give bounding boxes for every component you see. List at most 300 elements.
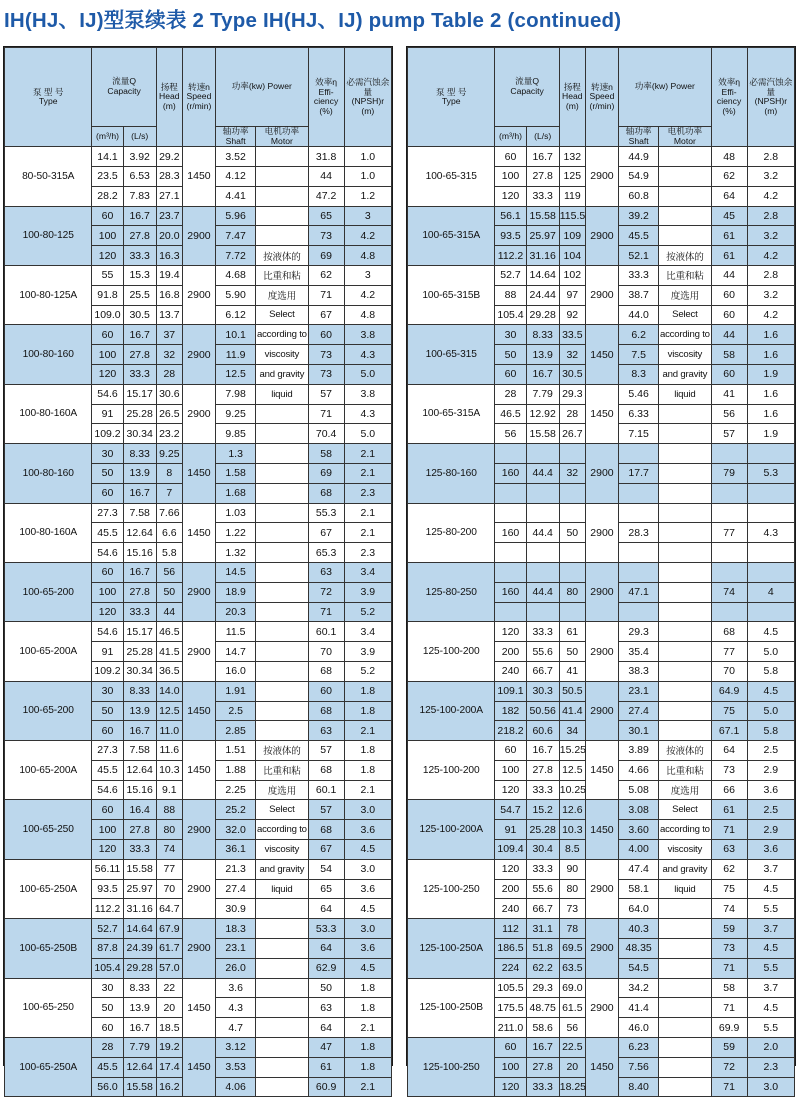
capacity-m3h-cell: 60: [92, 721, 123, 741]
capacity-ls-cell: 15.58: [526, 424, 559, 444]
capacity-m3h-header: (m³/h): [92, 127, 123, 147]
capacity-ls-cell: 33.3: [526, 1077, 559, 1097]
capacity-ls-cell: 3.92: [123, 147, 156, 167]
speed-cell: 1450: [182, 741, 215, 800]
shaft-power-cell: 10.1: [216, 325, 256, 345]
efficiency-cell: 73: [308, 345, 344, 365]
shaft-power-cell: [619, 562, 659, 582]
type-header-label: 泵 型 号: [435, 86, 467, 97]
efficiency-cell: 57: [711, 424, 747, 444]
capacity-ls-cell: 30.4: [526, 840, 559, 860]
motor-power-cell: [256, 661, 308, 681]
motor-power-cell: [256, 1057, 308, 1077]
efficiency-cell: 56: [711, 404, 747, 424]
shaft-power-cell: 9.85: [216, 424, 256, 444]
shaft-power-cell: 4.00: [619, 840, 659, 860]
npsh-cell: 3.6: [747, 840, 794, 860]
npsh-cell: 1.6: [747, 345, 794, 365]
pump-type-cell: 100-65-200: [5, 681, 92, 740]
head-cell: 88: [156, 800, 182, 820]
npsh-cell: 3.7: [747, 859, 794, 879]
type-header-label: 泵 型 号: [32, 86, 64, 97]
npsh-cell: 2.5: [747, 800, 794, 820]
efficiency-cell: [711, 444, 747, 464]
shaft-power-cell: 46.0: [619, 1018, 659, 1038]
npsh-cell: 4.3: [344, 345, 391, 365]
efficiency-cell: 67: [308, 305, 344, 325]
capacity-m3h-cell: 52.7: [495, 265, 526, 285]
efficiency-cell: [711, 483, 747, 503]
shaft-power-cell: 40.3: [619, 919, 659, 939]
shaft-power-cell: 44.0: [619, 305, 659, 325]
speed-cell: 2900: [182, 622, 215, 681]
efficiency-cell: 60.9: [308, 1077, 344, 1097]
capacity-ls-cell: 31.16: [123, 899, 156, 919]
speed-cell: 1450: [182, 681, 215, 740]
head-cell: 73: [559, 899, 585, 919]
shaft-power-cell: 4.7: [216, 1018, 256, 1038]
npsh-cell: 1.0: [344, 166, 391, 186]
type-header-label: Type: [38, 96, 58, 107]
table-row: [5, 800, 392, 820]
table-row: [5, 562, 392, 582]
efficiency-header-label: 效率η: [315, 76, 338, 87]
capacity-ls-cell: 33.3: [123, 246, 156, 266]
motor-power-cell: [256, 602, 308, 622]
capacity-ls-cell: 16.7: [526, 1038, 559, 1058]
table-row: [408, 325, 795, 345]
capacity-m3h-cell: 60: [495, 147, 526, 167]
pump-type-cell: 125-100-250B: [408, 978, 495, 1037]
npsh-cell: 3.6: [344, 879, 391, 899]
npsh-cell: 3.7: [747, 978, 794, 998]
head-cell: 97: [559, 285, 585, 305]
capacity-ls-cell: 33.3: [526, 186, 559, 206]
head-cell: 92: [559, 305, 585, 325]
npsh-cell: 1.8: [344, 760, 391, 780]
motor-power-cell: 比重和粘: [256, 760, 308, 780]
efficiency-cell: 70: [308, 642, 344, 662]
efficiency-cell: 69: [308, 463, 344, 483]
motor-power-header-label: Motor: [673, 135, 696, 146]
capacity-ls-cell: 7.58: [123, 741, 156, 761]
capacity-m3h-cell: 120: [92, 364, 123, 384]
efficiency-cell: 73: [711, 760, 747, 780]
capacity-m3h-cell: 120: [92, 840, 123, 860]
efficiency-cell: 71: [711, 958, 747, 978]
shaft-power-cell: 26.0: [216, 958, 256, 978]
shaft-power-cell: 7.72: [216, 246, 256, 266]
capacity-m3h-cell: 28.2: [92, 186, 123, 206]
capacity-m3h-cell: [495, 602, 526, 622]
capacity-m3h-cell: 56: [495, 424, 526, 444]
npsh-cell: 4.5: [747, 681, 794, 701]
npsh-cell: 1.6: [747, 404, 794, 424]
motor-power-cell: [659, 681, 711, 701]
pump-type-cell: 125-80-160: [408, 444, 495, 503]
npsh-cell: 3.9: [344, 642, 391, 662]
speed-cell: 2900: [182, 265, 215, 324]
speed-cell: 1450: [585, 741, 618, 800]
shaft-power-cell: 60.8: [619, 186, 659, 206]
efficiency-cell: 68: [711, 622, 747, 642]
capacity-m3h-cell: 60: [92, 1018, 123, 1038]
motor-power-cell: according to: [256, 325, 308, 345]
capacity-m3h-cell: 105.4: [92, 958, 123, 978]
speed-header: [182, 48, 215, 147]
capacity-m3h-cell: 120: [495, 622, 526, 642]
efficiency-cell: 63: [711, 840, 747, 860]
shaft-power-cell: 38.7: [619, 285, 659, 305]
capacity-m3h-cell: 105.5: [495, 978, 526, 998]
power-header: [619, 48, 711, 127]
pump-type-cell: 80-50-315A: [5, 147, 92, 206]
efficiency-cell: 69: [308, 246, 344, 266]
npsh-cell: 4.2: [747, 246, 794, 266]
capacity-m3h-cell: 109.2: [92, 661, 123, 681]
pump-type-cell: 100-80-160A: [5, 384, 92, 443]
pump-type-cell: 100-65-200A: [5, 741, 92, 800]
npsh-cell: 2.3: [344, 543, 391, 563]
npsh-cell: 4.5: [344, 840, 391, 860]
shaft-power-header-label: 轴功率: [222, 126, 249, 136]
shaft-power-cell: 5.96: [216, 206, 256, 226]
motor-power-cell: [256, 424, 308, 444]
motor-power-cell: 按液体的: [659, 741, 711, 761]
efficiency-cell: 71: [711, 820, 747, 840]
pump-type-cell: 100-65-250: [5, 800, 92, 859]
motor-power-cell: and gravity: [256, 364, 308, 384]
speed-header-label: Speed: [589, 91, 615, 102]
npsh-cell: 2.1: [344, 1077, 391, 1097]
head-cell: 14.0: [156, 681, 182, 701]
capacity-m3h-cell: 60: [92, 800, 123, 820]
npsh-cell: 4.5: [747, 879, 794, 899]
capacity-m3h-cell: 100: [495, 760, 526, 780]
table-row: [408, 562, 795, 582]
capacity-m3h-cell: [495, 503, 526, 523]
motor-power-cell: [659, 602, 711, 622]
shaft-power-cell: 4.12: [216, 166, 256, 186]
table-row: [5, 265, 392, 285]
capacity-ls-cell: 7.83: [123, 186, 156, 206]
npsh-cell: 4.5: [344, 899, 391, 919]
npsh-cell: 2.8: [747, 147, 794, 167]
table-header-row: [408, 48, 795, 127]
capacity-ls-cell: [526, 503, 559, 523]
head-cell: 115.5: [559, 206, 585, 226]
shaft-power-cell: 34.2: [619, 978, 659, 998]
capacity-ls-cell: 66.7: [526, 661, 559, 681]
shaft-power-cell: 3.60: [619, 820, 659, 840]
npsh-cell: 2.1: [344, 444, 391, 464]
type-header-label: Type: [441, 96, 461, 107]
head-cell: [559, 444, 585, 464]
shaft-power-cell: [619, 483, 659, 503]
speed-cell: 2900: [182, 562, 215, 621]
shaft-power-cell: 6.33: [619, 404, 659, 424]
type-header: [5, 48, 92, 147]
npsh-cell: 5.8: [747, 721, 794, 741]
efficiency-cell: 73: [711, 939, 747, 959]
shaft-power-cell: 6.12: [216, 305, 256, 325]
speed-cell: 2900: [182, 325, 215, 384]
capacity-ls-cell: 12.64: [123, 760, 156, 780]
capacity-ls-cell: 27.8: [526, 1057, 559, 1077]
capacity-ls-cell: 27.8: [123, 582, 156, 602]
capacity-ls-cell: 55.6: [526, 642, 559, 662]
motor-power-cell: [659, 899, 711, 919]
table-row: [5, 622, 392, 642]
head-cell: 28: [559, 404, 585, 424]
capacity-ls-cell: 29.3: [526, 978, 559, 998]
capacity-ls-cell: [526, 562, 559, 582]
shaft-power-cell: 30.1: [619, 721, 659, 741]
efficiency-cell: 47: [308, 1038, 344, 1058]
motor-power-cell: according to: [659, 325, 711, 345]
capacity-ls-cell: 33.3: [526, 859, 559, 879]
motor-power-cell: 按液体的: [659, 246, 711, 266]
npsh-header-label: (NPSH)r: [351, 96, 385, 107]
capacity-m3h-cell: 240: [495, 899, 526, 919]
efficiency-cell: 70: [711, 661, 747, 681]
capacity-ls-cell: 25.5: [123, 285, 156, 305]
capacity-m3h-cell: 54.6: [92, 543, 123, 563]
efficiency-cell: 31.8: [308, 147, 344, 167]
npsh-cell: 2.1: [344, 503, 391, 523]
efficiency-cell: [711, 543, 747, 563]
efficiency-cell: 64: [308, 899, 344, 919]
pump-type-cell: 100-65-250B: [5, 919, 92, 978]
efficiency-cell: 57: [308, 741, 344, 761]
efficiency-cell: 70.4: [308, 424, 344, 444]
shaft-power-cell: 14.5: [216, 562, 256, 582]
capacity-ls-cell: 48.75: [526, 998, 559, 1018]
motor-power-cell: [256, 543, 308, 563]
speed-cell: 2900: [182, 859, 215, 918]
efficiency-header-label: (%): [722, 105, 736, 116]
efficiency-cell: [711, 562, 747, 582]
motor-power-cell: [256, 206, 308, 226]
shaft-power-header-label: Shaft: [628, 135, 649, 146]
npsh-cell: [747, 444, 794, 464]
capacity-m3h-cell: 54.7: [495, 800, 526, 820]
head-cell: 77: [156, 859, 182, 879]
shaft-power-cell: 9.25: [216, 404, 256, 424]
efficiency-cell: 66: [711, 780, 747, 800]
motor-power-cell: [659, 622, 711, 642]
npsh-cell: 2.0: [747, 1038, 794, 1058]
npsh-header: [747, 48, 794, 147]
capacity-m3h-cell: 120: [495, 780, 526, 800]
head-cell: 28: [156, 364, 182, 384]
head-header-label: 扬程: [160, 81, 178, 92]
head-cell: 125: [559, 166, 585, 186]
efficiency-cell: 65: [308, 879, 344, 899]
capacity-ls-cell: 33.3: [526, 622, 559, 642]
capacity-m3h-cell: 60: [495, 364, 526, 384]
capacity-m3h-cell: 60: [92, 325, 123, 345]
capacity-m3h-cell: [495, 562, 526, 582]
capacity-m3h-cell: 60: [495, 741, 526, 761]
document-title: IH(HJ、IJ)型泵续表 2 Type IH(HJ、IJ) pump Table 2 (continued): [4, 9, 622, 32]
capacity-m3h-cell: 224: [495, 958, 526, 978]
head-cell: 7.66: [156, 503, 182, 523]
type-header: [408, 48, 495, 147]
npsh-cell: 3.6: [344, 939, 391, 959]
capacity-ls-cell: 24.39: [123, 939, 156, 959]
motor-power-cell: [256, 483, 308, 503]
capacity-m3h-cell: 91: [92, 404, 123, 424]
npsh-cell: 4.2: [747, 186, 794, 206]
speed-cell: 2900: [585, 919, 618, 978]
speed-cell: 2900: [585, 444, 618, 503]
head-header-label: 扬程: [563, 81, 581, 92]
motor-power-cell: Select: [256, 305, 308, 325]
capacity-m3h-cell: 109.1: [495, 681, 526, 701]
motor-power-cell: Select: [256, 800, 308, 820]
table-row: [5, 1038, 392, 1058]
motor-power-cell: 按液体的: [256, 741, 308, 761]
capacity-ls-cell: 44.4: [526, 582, 559, 602]
capacity-ls-cell: 15.16: [123, 543, 156, 563]
motor-power-cell: viscosity: [659, 345, 711, 365]
head-cell: 44: [156, 602, 182, 622]
motor-power-cell: liquid: [256, 384, 308, 404]
capacity-ls-cell: 55.6: [526, 879, 559, 899]
capacity-m3h-cell: 60: [92, 206, 123, 226]
capacity-m3h-cell: 60: [92, 562, 123, 582]
npsh-cell: 5.0: [344, 364, 391, 384]
shaft-power-cell: 7.15: [619, 424, 659, 444]
head-cell: 61.7: [156, 939, 182, 959]
head-cell: 15.25: [559, 741, 585, 761]
head-cell: [559, 483, 585, 503]
shaft-power-cell: 6.23: [619, 1038, 659, 1058]
npsh-cell: 5.0: [747, 642, 794, 662]
efficiency-cell: 59: [711, 919, 747, 939]
motor-power-cell: [659, 424, 711, 444]
power-header-label: 功率(kw) Power: [634, 81, 695, 92]
table-row: [408, 147, 795, 167]
speed-cell: 1450: [182, 147, 215, 206]
pump-type-cell: 100-65-315: [408, 325, 495, 384]
motor-power-cell: [256, 503, 308, 523]
capacity-ls-cell: 12.64: [123, 1057, 156, 1077]
npsh-cell: 4.2: [344, 285, 391, 305]
table-row: [408, 919, 795, 939]
capacity-ls-cell: 15.58: [123, 859, 156, 879]
npsh-cell: 1.0: [344, 147, 391, 167]
capacity-m3h-cell: 52.7: [92, 919, 123, 939]
capacity-m3h-cell: 23.5: [92, 166, 123, 186]
efficiency-cell: 50: [308, 978, 344, 998]
shaft-power-cell: 3.6: [216, 978, 256, 998]
head-header-label: (m): [565, 100, 579, 111]
capacity-ls-cell: 13.9: [526, 345, 559, 365]
head-cell: 6.6: [156, 523, 182, 543]
head-cell: 90: [559, 859, 585, 879]
capacity-m3h-cell: 175.5: [495, 998, 526, 1018]
efficiency-header-label: Effi-ciency: [313, 86, 339, 107]
shaft-power-cell: 11.5: [216, 622, 256, 642]
npsh-cell: 1.8: [344, 681, 391, 701]
shaft-power-cell: 1.32: [216, 543, 256, 563]
npsh-cell: 3.0: [344, 919, 391, 939]
capacity-ls-cell: 12.64: [123, 523, 156, 543]
capacity-ls-cell: 25.28: [123, 642, 156, 662]
motor-power-cell: [659, 503, 711, 523]
npsh-cell: 2.1: [344, 780, 391, 800]
capacity-ls-cell: 8.33: [123, 681, 156, 701]
shaft-power-header: [216, 127, 256, 147]
head-cell: 41: [559, 661, 585, 681]
capacity-m3h-cell: 200: [495, 879, 526, 899]
pump-type-cell: 100-80-160: [5, 444, 92, 503]
capacity-m3h-cell: 54.6: [92, 622, 123, 642]
speed-cell: 2900: [585, 503, 618, 562]
capacity-m3h-cell: 91.8: [92, 285, 123, 305]
head-cell: 23.2: [156, 424, 182, 444]
shaft-power-cell: 14.7: [216, 642, 256, 662]
shaft-power-cell: 1.03: [216, 503, 256, 523]
efficiency-cell: 72: [711, 1057, 747, 1077]
capacity-m3h-cell: 112.2: [92, 899, 123, 919]
speed-cell: 1450: [182, 1038, 215, 1097]
efficiency-cell: 77: [711, 523, 747, 543]
shaft-power-cell: 4.06: [216, 1077, 256, 1097]
efficiency-cell: 53.3: [308, 919, 344, 939]
shaft-power-cell: 29.3: [619, 622, 659, 642]
efficiency-cell: 64: [308, 939, 344, 959]
npsh-cell: 3.7: [747, 919, 794, 939]
capacity-m3h-cell: 160: [495, 582, 526, 602]
capacity-ls-cell: 44.4: [526, 463, 559, 483]
efficiency-cell: 63: [308, 998, 344, 1018]
pump-type-cell: 100-80-125: [5, 206, 92, 265]
head-cell: 20: [559, 1057, 585, 1077]
motor-power-cell: [659, 1018, 711, 1038]
efficiency-cell: 62: [711, 166, 747, 186]
efficiency-cell: 75: [711, 701, 747, 721]
motor-power-cell: 度选用: [256, 780, 308, 800]
head-cell: 8.5: [559, 840, 585, 860]
capacity-ls-cell: 16.7: [123, 206, 156, 226]
shaft-power-cell: 7.47: [216, 226, 256, 246]
head-cell: 33.5: [559, 325, 585, 345]
head-cell: 61.5: [559, 998, 585, 1018]
capacity-ls-cell: [526, 543, 559, 563]
npsh-cell: 1.8: [344, 998, 391, 1018]
shaft-power-cell: 4.41: [216, 186, 256, 206]
efficiency-cell: 71: [308, 404, 344, 424]
shaft-power-cell: 58.1: [619, 879, 659, 899]
shaft-power-cell: [619, 503, 659, 523]
shaft-power-cell: 1.91: [216, 681, 256, 701]
speed-cell: 1450: [182, 503, 215, 562]
capacity-ls-cell: 15.58: [526, 206, 559, 226]
table-row: [408, 265, 795, 285]
shaft-power-cell: [619, 602, 659, 622]
capacity-m3h-cell: 45.5: [92, 760, 123, 780]
efficiency-cell: 61: [711, 800, 747, 820]
motor-power-cell: liquid: [256, 879, 308, 899]
capacity-m3h-cell: 45.5: [92, 523, 123, 543]
capacity-ls-cell: 13.9: [123, 463, 156, 483]
table-row: [408, 622, 795, 642]
efficiency-cell: 60: [711, 285, 747, 305]
head-cell: 64.7: [156, 899, 182, 919]
